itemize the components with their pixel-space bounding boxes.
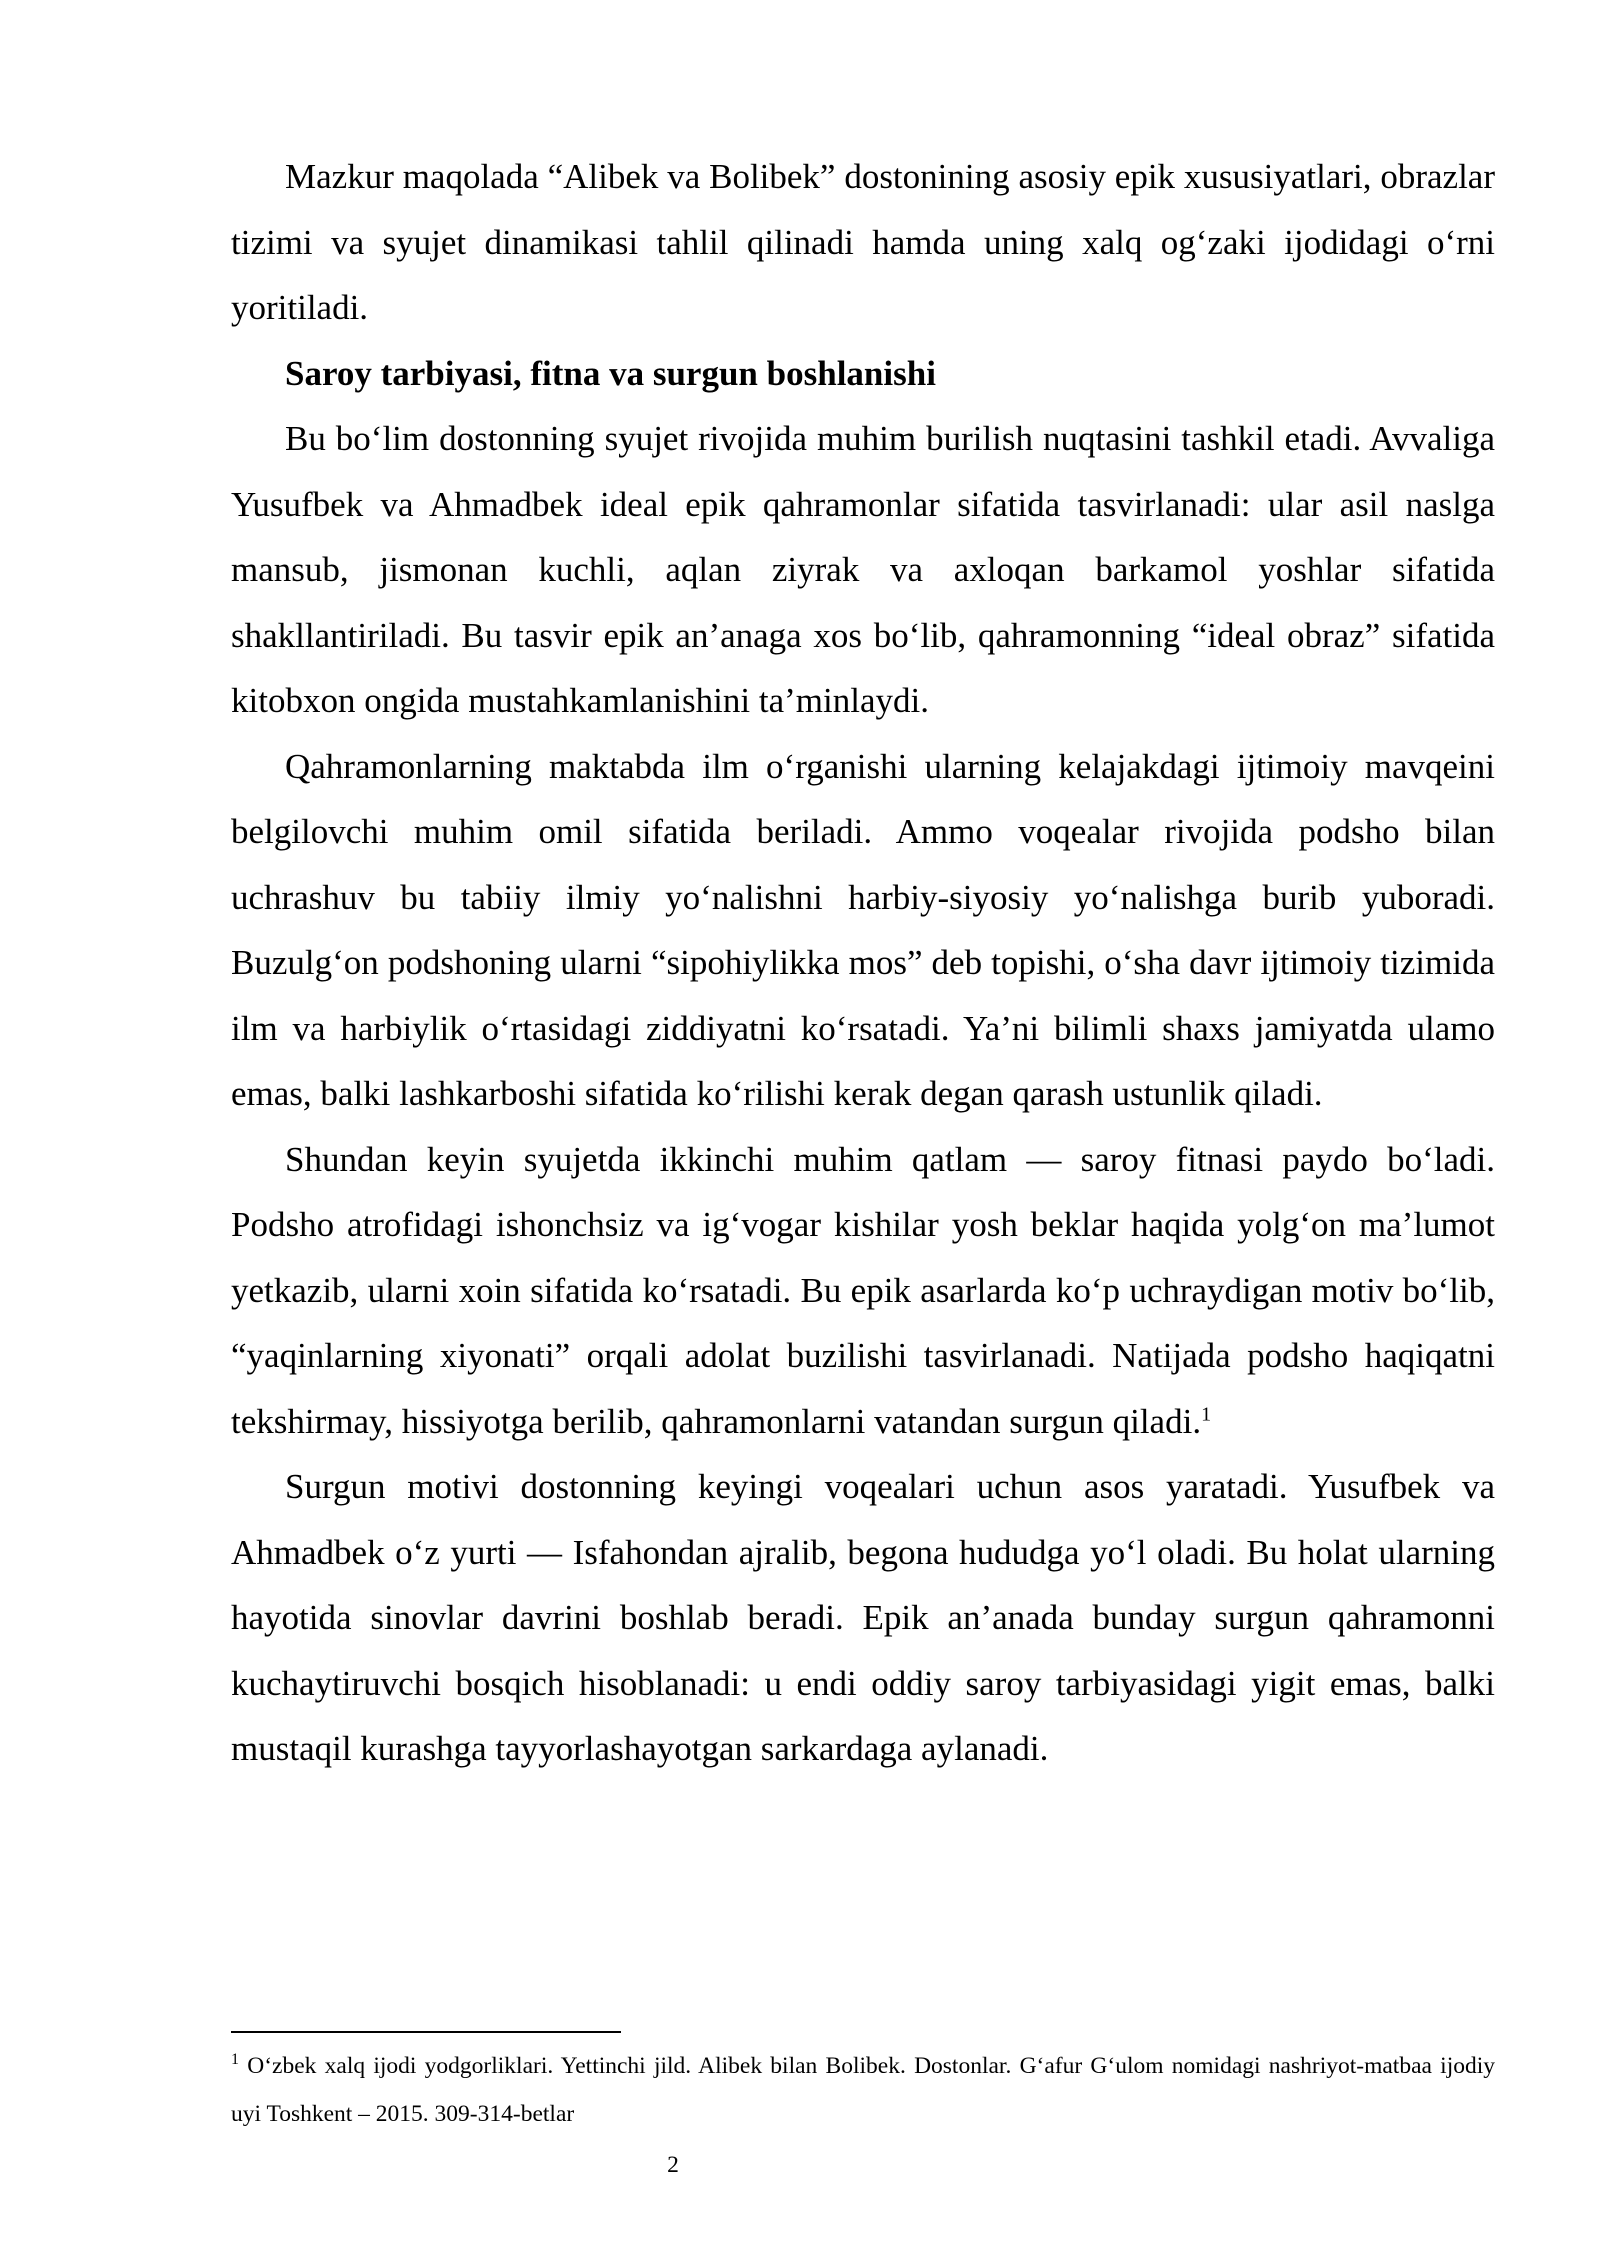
intro-paragraph: Mazkur maqolada “Alibek va Bolibek” dostonining asosiy epik xususiyatlari, obrazlar tizimi va syujet dinamikasi tahlil qilinadi hamda uning xalq og‘zaki ijodidagi o‘rni yoritiladi. (231, 157, 1495, 327)
section-paragraph-3-text: Shundan keyin syujetda ikkinchi muhim qatlam — saroy fitnasi paydo bo‘ladi. Podsho atrofidagi ishonchsiz va ig‘vogar kishilar yosh beklar haqida yolg‘on ma’lumot yetkazib, ularni xoin sifatida ko‘rsatadi. Bu epik asarlarda ko‘p uchraydigan motiv bo‘lib, “yaqinlarning xiyonati” orqali adolat buzilishi tasvirlanadi. Natijada podsho haqiqatni tekshirmay, hissiyotga berilib, qahramonlarni vatandan surgun qiladi. (231, 1139, 1495, 1441)
page-number: 2 (667, 2152, 679, 2178)
footnote-text: O‘zbek xalq ijodi yodgorliklari. Yettinchi jild. Alibek bilan Bolibek. Dostonlar. G‘afur G‘ulom nomidagi nashriyot-matbaa ijodiy uyi Toshkent – 2015. 309-314-betlar (231, 2053, 1496, 2127)
footnote (231, 2042, 1495, 2138)
section-paragraph-4: Surgun motivi dostonning keyingi voqealari uchun asos yaratadi. Yusufbek va Ahmadbek o‘z yurti — Isfahondan ajralib, begona hududga yo‘l oladi. Bu holat ularning hayotida sinovlar davrini boshlab beradi. Epik an’anada bunday surgun qahramonni kuchaytiruvchi bosqich hisoblanadi: u endi oddiy saroy tarbiyasidagi yigit emas, balki mustaqil kurashga tayyorlashayotgan sarkardaga aylanadi. (231, 1467, 1495, 1768)
section-paragraph-2: Qahramonlarning maktabda ilm o‘rganishi ularning kelajakdagi ijtimoiy mavqeini belgilovchi muhim omil sifatida beriladi. Ammo voqealar rivojida podsho bilan uchrashuv bu tabiiy ilmiy yo‘nalishni harbiy-siyosiy yo‘nalishga burib yuboradi. Buzulg‘on podshoning ularni “sipohiylikka mos” deb topishi, o‘sha davr ijtimoiy tizimida ilm va harbiylik o‘rtasidagi ziddiyatni ko‘rsatadi. Ya’ni bilimli shaxs jamiyatda ulamo emas, balki lashkarboshi sifatida ko‘rilishi kerak degan qarash ustunlik qiladi. (231, 746, 1495, 1113)
footnote-reference: 1 (1201, 1402, 1212, 1425)
document-body (231, 144, 1495, 1782)
section-paragraph-3 (231, 1127, 1495, 1455)
footnote-marker: 1 (231, 2051, 239, 2069)
section-paragraph-1: Bu bo‘lim dostonning syujet rivojida muhim burilish nuqtasini tashkil etadi. Avvaliga Yusufbek va Ahmadbek ideal epik qahramonlar sifatida tasvirlanadi: ular asil naslga mansub, jismonan kuchli, aqlan ziyrak va axloqan barkamol yoshlar sifatida shakllantiriladi. Bu tasvir epik an’anaga xos bo‘lib, qahramonning “ideal obraz” sifatida kitobxon ongida mustahkamlanishini ta’minlaydi. (231, 419, 1495, 720)
section-heading: Saroy tarbiyasi, fitna va surgun boshlanishi (285, 353, 936, 393)
footnote-separator (231, 2031, 621, 2033)
